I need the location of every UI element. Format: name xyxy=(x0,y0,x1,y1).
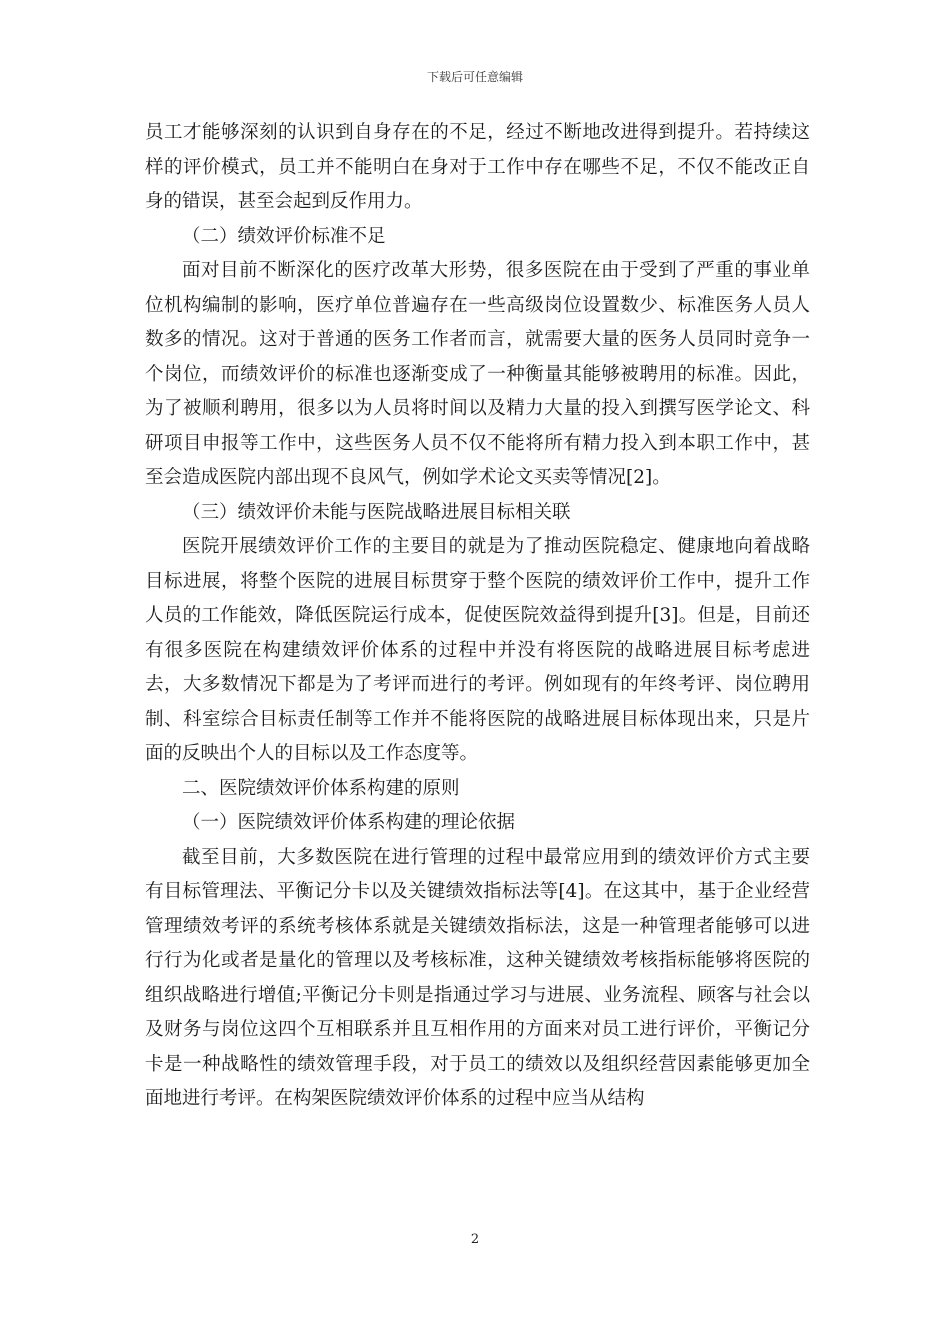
page-header: 下载后可任意编辑 xyxy=(426,70,523,84)
paragraph-strategy: 医院开展绩效评价工作的主要目的就是为了推动医院稳定、健康地向着战略目标进展，将整个医院的进展目标贯穿于整个医院的绩效评价工作中，提升工作人员的工作能效，降低医院运行成本，促使医院效益得到提升[3]。但是，目前还有很多医院在构建绩效评价体系的过程中并没有将医院的战略进展目标考虑进去，大多数情况下都是为了考评而进行的考评。例如现有的年终考评、岗位聘用制、科室综合目标责任制等工作并不能将医院的战略进展目标体现出来，只是片面的反映出个人的目标以及工作态度等。 xyxy=(145,536,810,764)
paragraph-theory: 截至目前，大多数医院在进行管理的过程中最常应用到的绩效评价方式主要有目标管理法、平衡记分卡以及关键绩效指标法等[4]。在这其中，基于企业经营管理绩效考评的系统考核体系就是关键绩效指标法，这是一种管理者能够可以进行行为化或者是量化的管理以及考核标准，这种关键绩效考核指标能够将医院的组织战略进行增值;平衡记分卡则是指通过学习与进展、业务流程、顾客与社会以及财务与岗位这四个互相联系并且互相作用的方面来对员工进行评价，平衡记分卡是一种战略性的绩效管理手段，对于员工的绩效以及组织经营因素能够更加全面地进行考评。在构架医院绩效评价体系的过程中应当从结构 xyxy=(145,846,810,1109)
section-heading-3: （三）绩效评价未能与医院战略进展目标相关联 xyxy=(182,501,571,523)
paragraph-continued: 员工才能够深刻的认识到自身存在的不足，经过不断地改进得到提升。若持续这样的评价模式，员工并不能明白在身对于工作中存在哪些不足，不仅不能改正自身的错误，甚至会起到反作用力。 xyxy=(145,122,810,212)
document-body xyxy=(145,116,810,1117)
section-heading-2: （二）绩效评价标准不足 xyxy=(182,225,386,247)
chapter-heading-principles: 二、医院绩效评价体系构建的原则 xyxy=(182,777,460,799)
section-heading-theory: （一）医院绩效评价体系构建的理论依据 xyxy=(182,812,516,833)
page-number: 2 xyxy=(470,1232,480,1247)
paragraph-standards: 面对目前不断深化的医疗改革大形势，很多医院在由于受到了严重的事业单位机构编制的影响，医疗单位普遍存在一些高级岗位设置数少、标准医务人员人数多的情况。这对于普通的医务工作者而言，就需要大量的医务人员同时竞争一个岗位，而绩效评价的标准也逐渐变成了一种衡量其能够被聘用的标准。因此，为了被顺利聘用，很多以为人员将时间以及精力大量的投入到撰写医学论文、科研项目申报等工作中，这些医务人员不仅不能将所有精力投入到本职工作中，甚至会造成医院内部出现不良风气，例如学术论文买卖等情况[2]。 xyxy=(145,260,810,488)
